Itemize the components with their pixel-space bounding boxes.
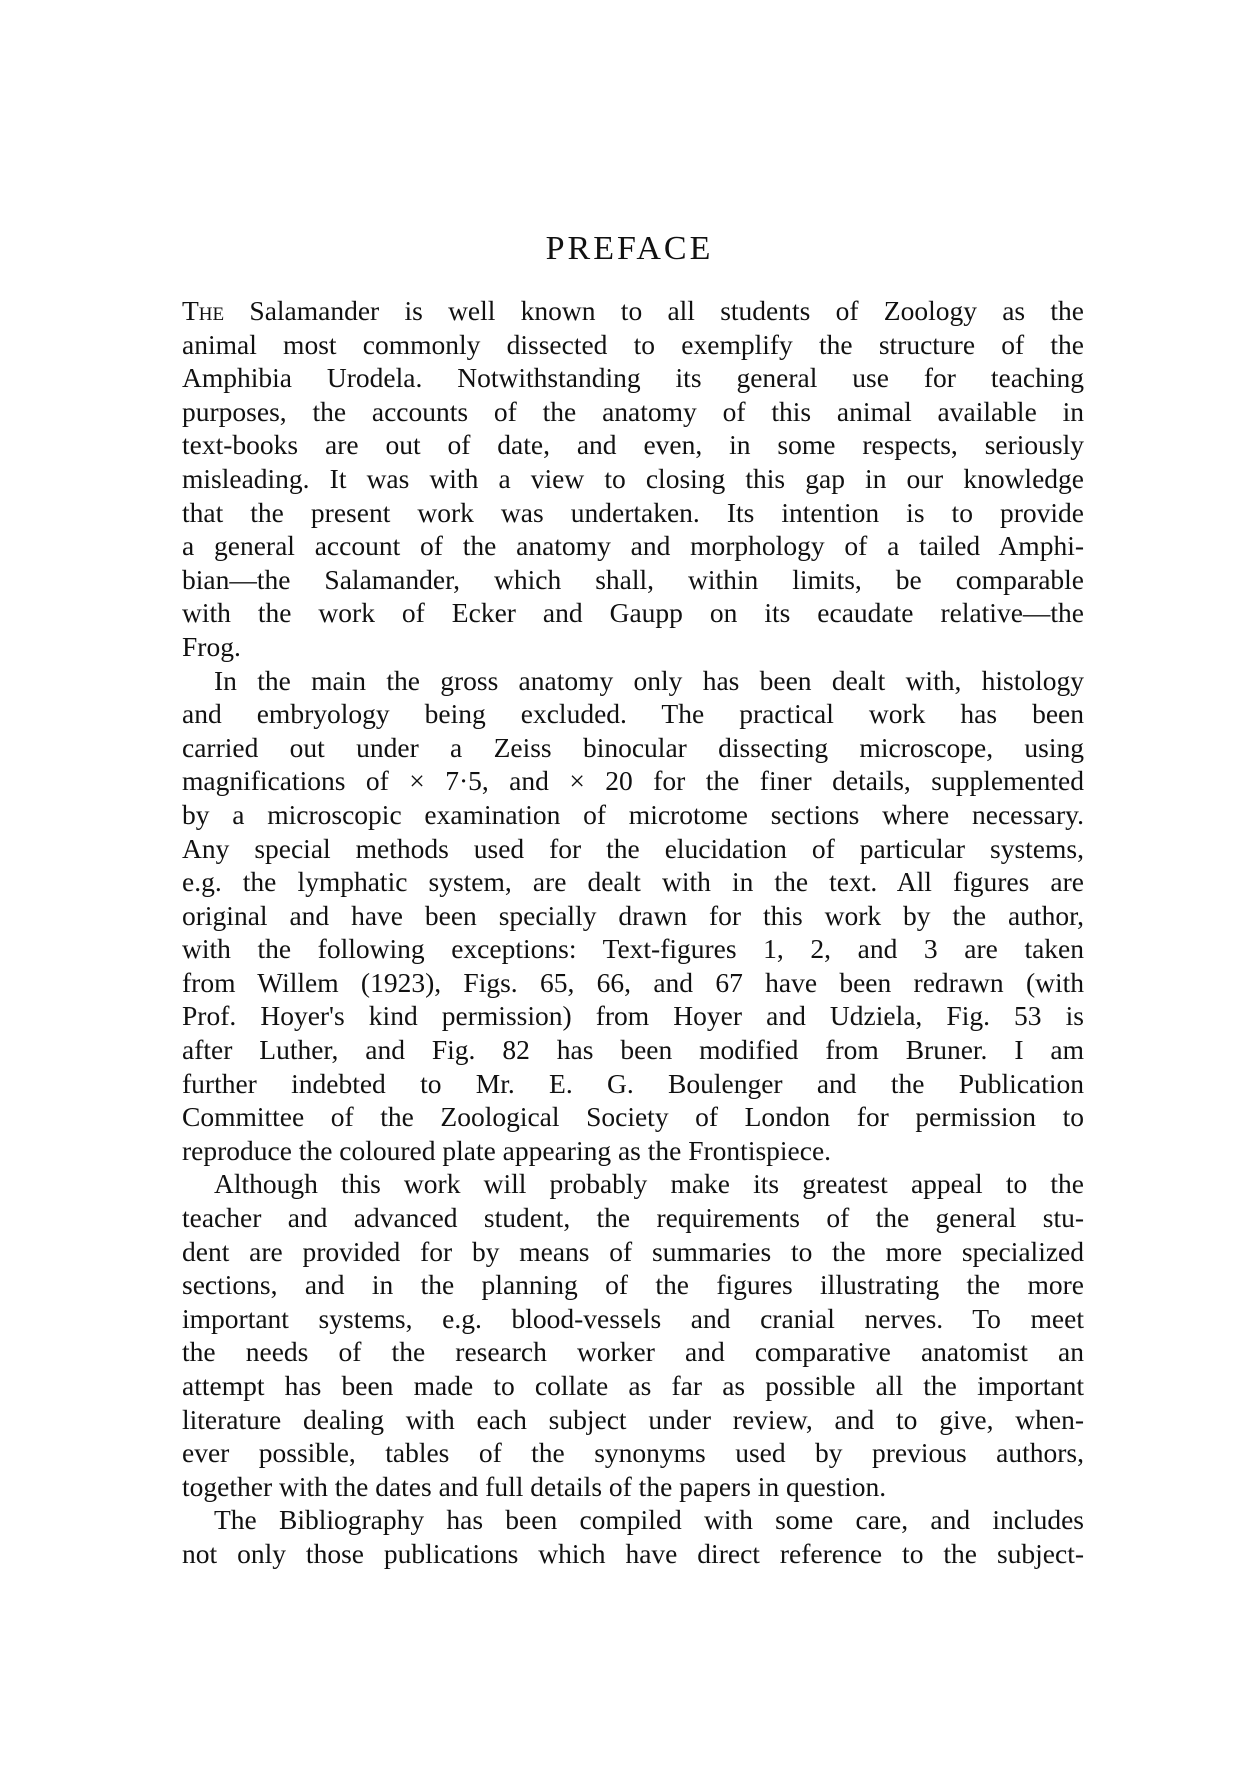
text-line: from Willem (1923), Figs. 65, 66, and 67 have been redrawn (with — [182, 966, 1084, 998]
text-line: carried out under a Zeiss binocular dissecting microscope, using — [182, 731, 1084, 763]
text-line: In the main the gross anatomy only has been dealt with, histology — [214, 664, 1084, 696]
text-line: Although this work will probably make its greatest appeal to the — [214, 1168, 1084, 1200]
paragraph — [182, 294, 1084, 664]
page-title: PREFACE — [545, 230, 714, 267]
text-line: together with the dates and full details of the papers in question. — [182, 1470, 887, 1502]
text-line — [182, 294, 1084, 328]
text-line: teacher and advanced student, the requirements of the general stu- — [182, 1202, 1084, 1234]
preface-body — [182, 294, 1084, 1571]
text-line: magnifications of × 7·5, and × 20 for the finer details, supplemented — [182, 765, 1084, 797]
text-line: dent are provided for by means of summaries to the more specialized — [182, 1235, 1084, 1267]
text-line: with the following exceptions: Text-figures 1, 2, and 3 are taken — [182, 933, 1084, 965]
text-line: e.g. the lymphatic system, are dealt with in the text. All figures are — [182, 866, 1084, 898]
text-line: that the present work was undertaken. Its intention is to provide — [182, 496, 1084, 528]
text-line: Frog. — [182, 630, 241, 662]
text-line: not only those publications which have direct reference to the subject- — [182, 1537, 1084, 1569]
paragraph — [182, 1167, 1084, 1503]
text-line: literature dealing with each subject under review, and to give, when- — [182, 1403, 1084, 1435]
text-line: misleading. It was with a view to closing this gap in our knowledge — [182, 462, 1084, 494]
drop-word: The — [182, 295, 225, 326]
text-line: reproduce the coloured plate appearing as the Frontispiece. — [182, 1134, 832, 1166]
text-line: a general account of the anatomy and morphology of a tailed Amphi- — [182, 530, 1084, 562]
text-line: and embryology being excluded. The practical work has been — [182, 698, 1084, 730]
text-line: purposes, the accounts of the anatomy of this animal available in — [182, 395, 1084, 427]
text-line: important systems, e.g. blood-vessels and cranial nerves. To meet — [182, 1302, 1084, 1334]
text-line: The Bibliography has been compiled with some care, and includes — [214, 1504, 1084, 1536]
text-line: animal most commonly dissected to exemplify the structure of the — [182, 328, 1084, 360]
text-line: Amphibia Urodela. Notwithstanding its general use for teaching — [182, 362, 1084, 394]
text-line: bian—the Salamander, which shall, within limits, be comparable — [182, 563, 1084, 595]
text-line: attempt has been made to collate as far as possible all the important — [182, 1370, 1084, 1401]
text-line: original and have been specially drawn for this work by the author, — [182, 899, 1084, 931]
text-line: the needs of the research worker and comparative anatomist an — [182, 1336, 1084, 1368]
text-line: text-books are out of date, and even, in some respects, seriously — [182, 429, 1084, 461]
text-line: ever possible, tables of the synonyms used by previous authors, — [182, 1437, 1084, 1469]
text-line: Prof. Hoyer's kind permission) from Hoyer and Udziela, Fig. 53 is — [182, 1000, 1084, 1032]
text-line: further indebted to Mr. E. G. Boulenger and the Publication — [182, 1067, 1084, 1099]
text-line: Committee of the Zoological Society of London for permission to — [182, 1101, 1084, 1133]
line-text: Salamander is well known to all students of Zoology as the — [224, 295, 1084, 326]
text-line: sections, and in the planning of the figures illustrating the more — [182, 1269, 1084, 1301]
text-line: by a microscopic examination of microtome sections where necessary. — [182, 798, 1084, 830]
paragraph — [182, 1503, 1084, 1570]
text-line: after Luther, and Fig. 82 has been modified from Bruner. I am — [182, 1034, 1084, 1066]
text-line: with the work of Ecker and Gaupp on its ecaudate relative—the — [182, 597, 1084, 629]
text-line: Any special methods used for the elucidation of particular systems, — [182, 832, 1084, 864]
paragraph — [182, 664, 1084, 1168]
